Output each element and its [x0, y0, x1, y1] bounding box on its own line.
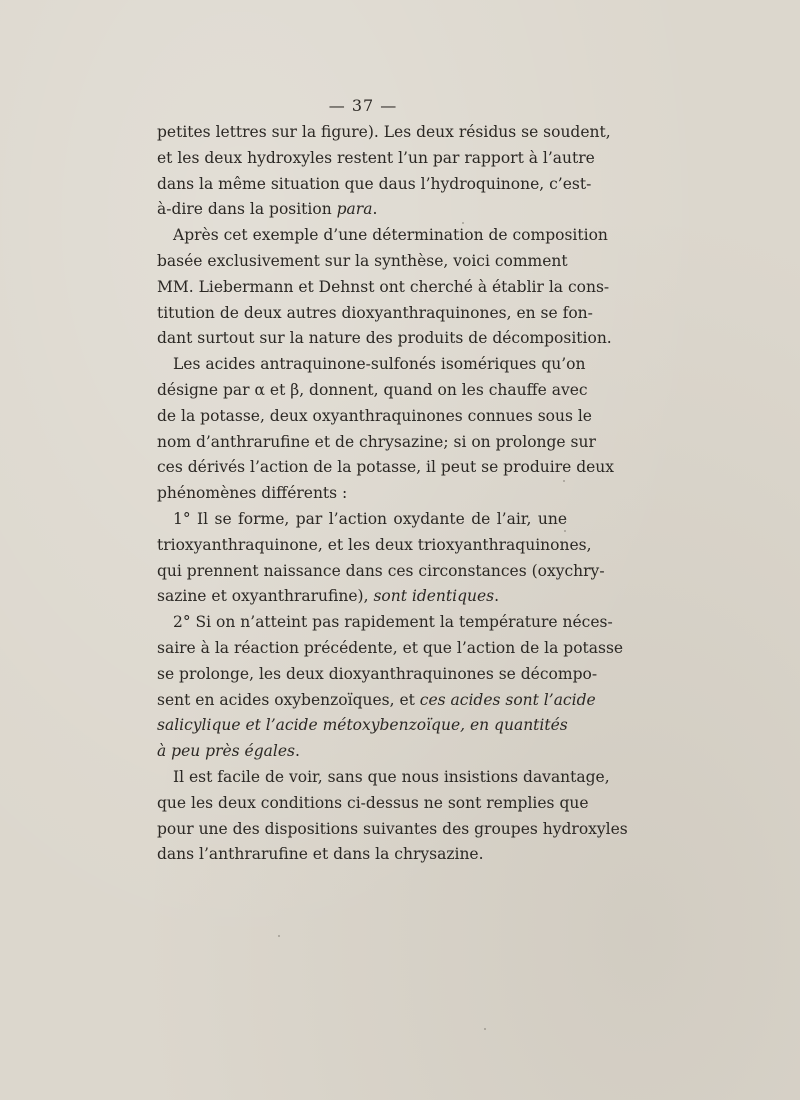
text-line: se prolonge, les deux dioxyanthraquinones se décompo- [157, 664, 598, 683]
text-line: pour une des dispositions suivantes des groupes hydroxyles [157, 819, 628, 838]
text-line: MM. Liebermann et Dehnst ont cherché à établir la cons- [157, 277, 610, 296]
page-number: — 37 — [328, 96, 398, 115]
text-run: sent en acides oxybenzoïques, et [157, 690, 415, 709]
text-line: dans l’anthrarufine et dans la chrysazine. [157, 845, 484, 864]
text-run: sazine et oxyanthrarufine), [157, 587, 369, 606]
paper-speck [563, 480, 565, 482]
text-line: que les deux conditions ci-dessus ne sont remplies que [157, 793, 589, 812]
text-line: phénomènes différents : [157, 484, 348, 503]
paper-speck [564, 530, 566, 532]
text-line: de la potasse, deux oxyanthraquinones connues sous le [157, 406, 592, 425]
text-line: Les acides antraquinone-sulfonés isomériques qu’on [173, 355, 586, 374]
paragraph [157, 765, 628, 868]
text-line [157, 713, 567, 739]
text-line: saire à la réaction précédente, et que l’action de la potasse [157, 638, 624, 657]
text-line: 1° Il se forme, par l’action oxydante de l’air, une [173, 509, 567, 528]
text-line: qui prennent naissance dans ces circonstances (oxychry- [157, 561, 605, 580]
text-line [157, 688, 596, 714]
text-line: dant surtout sur la nature des produits de décomposition. [157, 329, 612, 348]
text-run: . [494, 587, 500, 606]
text-line: Après cet exemple d’une détermination de composition [173, 226, 608, 245]
paragraph [157, 610, 624, 765]
text-line: Il est facile de voir, sans que nous insistions davantage, [173, 767, 610, 786]
text-line [157, 739, 567, 765]
text-line: ces dérivés l’action de la potasse, il peut se produire deux [157, 458, 615, 477]
italic-text: salicylique et l’acide métoxybenzoïque, en quantités [157, 716, 568, 735]
text-line: petites lettres sur la figure). Les deux résidus se soudent, [157, 123, 611, 141]
paper-speck [462, 222, 464, 224]
paragraph [157, 352, 615, 507]
text-line: désigne par α et β, donnent, quand on les chauffe avec [157, 380, 588, 399]
text-line: titution de deux autres dioxyanthraquinones, en se fon- [157, 303, 593, 322]
text-line: trioxyanthraquinone, et les deux trioxyanthraquinones, [157, 535, 592, 554]
text-line [157, 197, 567, 223]
paragraph [157, 507, 605, 610]
text-run: . [372, 200, 378, 219]
italic-text: à peu près égales [157, 742, 295, 761]
paper-speck [278, 935, 280, 937]
paragraph [157, 223, 612, 352]
text-line: et les deux hydroxyles restent l’un par rapport à l’autre [157, 148, 595, 167]
paragraph [157, 120, 611, 223]
text-run: . [294, 742, 300, 761]
text-run: à-dire dans la position [157, 200, 332, 219]
italic-text: ces acides sont l’acide [419, 690, 596, 709]
body-text [157, 120, 628, 868]
text-line: 2° Si on n’atteint pas rapidement la température néces- [173, 613, 613, 632]
text-line [157, 584, 567, 610]
italic-text: sont identiques [373, 587, 495, 606]
text-line: basée exclusivement sur la synthèse, voici comment [157, 251, 568, 270]
paper-speck [484, 1028, 486, 1030]
text-line: nom d’anthrarufine et de chrysazine; si on prolonge sur [157, 432, 596, 451]
text-line: dans la même situation que daus l’hydroquinone, c’est- [157, 174, 592, 193]
italic-text: para [336, 200, 373, 219]
